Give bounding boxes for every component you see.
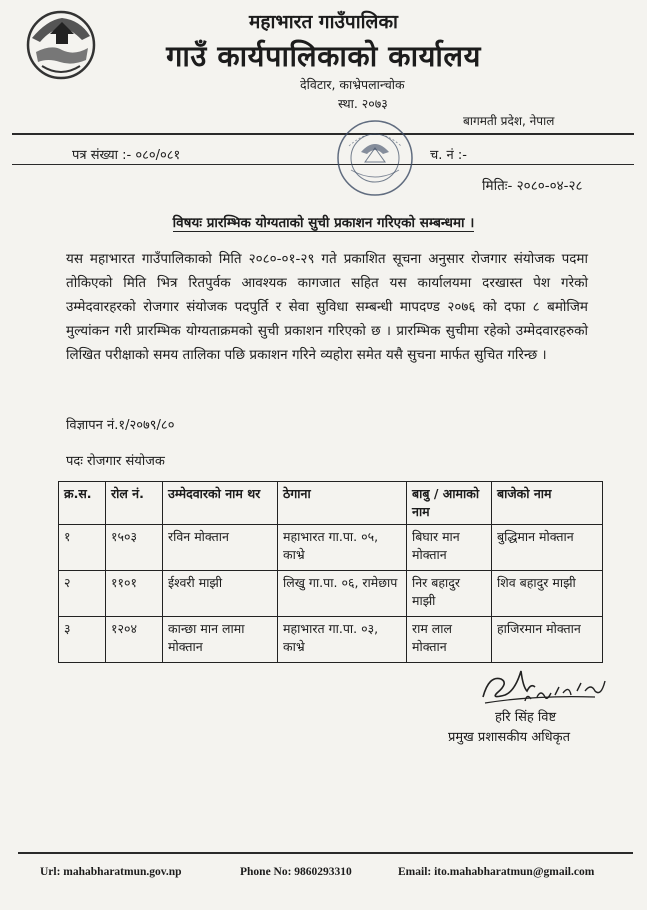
address-cell: महाभारत गा.पा. ०५, काभ्रे [278,525,407,571]
column-header: बाजेको नाम [492,482,603,525]
office-name: गाउँ कार्यपालिकाको कार्यालय [166,39,481,73]
column-header: क्र.स. [59,482,106,525]
roll-cell: ११०१ [106,571,163,617]
established-year: स्था. २०७३ [338,96,388,111]
table-row [59,525,603,571]
table-row [59,617,603,663]
address-cell: लिखु गा.पा. ०६, रामेछाप [278,571,407,617]
parent-name-cell: निर बहादुर माझी [407,571,492,617]
column-header: रोल नं. [106,482,163,525]
grandfather-name-cell: शिव बहादुर माझी [492,571,603,617]
office-address: देविटार, काभ्रेपलान्चोक [300,77,405,92]
footer-phone: Phone No: 9860293310 [240,866,352,878]
column-header: उम्मेदवारको नाम थर [163,482,278,525]
parent-name-cell: बिघार मान मोक्तान [407,525,492,571]
roll-cell: १२०४ [106,617,163,663]
official-seal-stamp [335,118,415,198]
candidate-list-table [58,481,603,663]
letter-subject [0,213,647,231]
letter-body: यस महाभारत गाउँपालिकाको मिति २०८०-०१-२९ गते प्रकाशित सूचना अनुसार रोजगार संयोजक पदमा तोकिएको मिति भित्र रितपुर्वक आवश्यक कागजात सहित यस कार्यालयमा दरखास्त पेश गरेको उम्मेदवारहरको रोजगार संयोजक पदपुर्ति र सेवा सुविधा सम्बन्धी मापदण्ड २०७६ को दफा ८ बमोजिम मुल्यांकन गरी प्रारम्भिक योग्यताक्रमको सुची प्रकाशन गरिएको छ । प्रारम्भिक सुचीमा रहेको उम्मेदवारहरुको लिखित परीक्षाको समय तालिका पछि प्रकाशन गरिने व्यहोरा समेत यसै सुचना मार्फत सुचित गरिन्छ । [66,251,588,363]
grandfather-name-cell: बुद्धिमान मोक्तान [492,525,603,571]
parent-name-cell: राम लाल मोक्तान [407,617,492,663]
letter-date: मितिः- २०८०-०४-२८ [482,178,583,194]
candidate-name-cell: ईश्वरी माझी [163,571,278,617]
dispatch-number: च. नं :- [430,148,467,163]
footer-url: Url: mahabharatmun.gov.np [40,866,182,878]
serial-cell: २ [59,571,106,617]
advertisement-number: विज्ञापन नं.१/२०७९/८० [66,418,175,433]
serial-cell: ३ [59,617,106,663]
column-header: ठेगाना [278,482,407,525]
signatory-name: हरि सिंह विष्ट [495,710,557,725]
serial-cell: १ [59,525,106,571]
header-divider [12,133,634,135]
municipality-name: महाभारत गाउँपालिका [249,11,398,33]
column-header: बाबु / आमाको नाम [407,482,492,525]
address-cell: महाभारत गा.पा. ०३, काभ्रे [278,617,407,663]
table-row [59,571,603,617]
signatory-title: प्रमुख प्रशासकीय अधिकृत [448,730,571,745]
post-title: पदः रोजगार संयोजक [66,454,165,469]
province-name: बागमती प्रदेश, नेपाल [463,114,555,128]
table-header-row [59,482,603,525]
grandfather-name-cell: हाजिरमान मोक्तान [492,617,603,663]
candidate-name-cell: रविन मोक्तान [163,525,278,571]
reference-divider [12,164,634,165]
footer-divider [18,852,633,854]
letter-number: पत्र संख्या :- ०८०/०८१ [72,148,181,163]
footer-email: Email: ito.mahabharatmun@gmail.com [398,866,595,878]
candidate-name-cell: कान्छा मान लामा मोक्तान [163,617,278,663]
subject-text: विषयः प्रारम्भिक योग्यताको सुची प्रकाशन गरिएको सम्बन्धमा । [172,215,475,231]
roll-cell: १५०३ [106,525,163,571]
